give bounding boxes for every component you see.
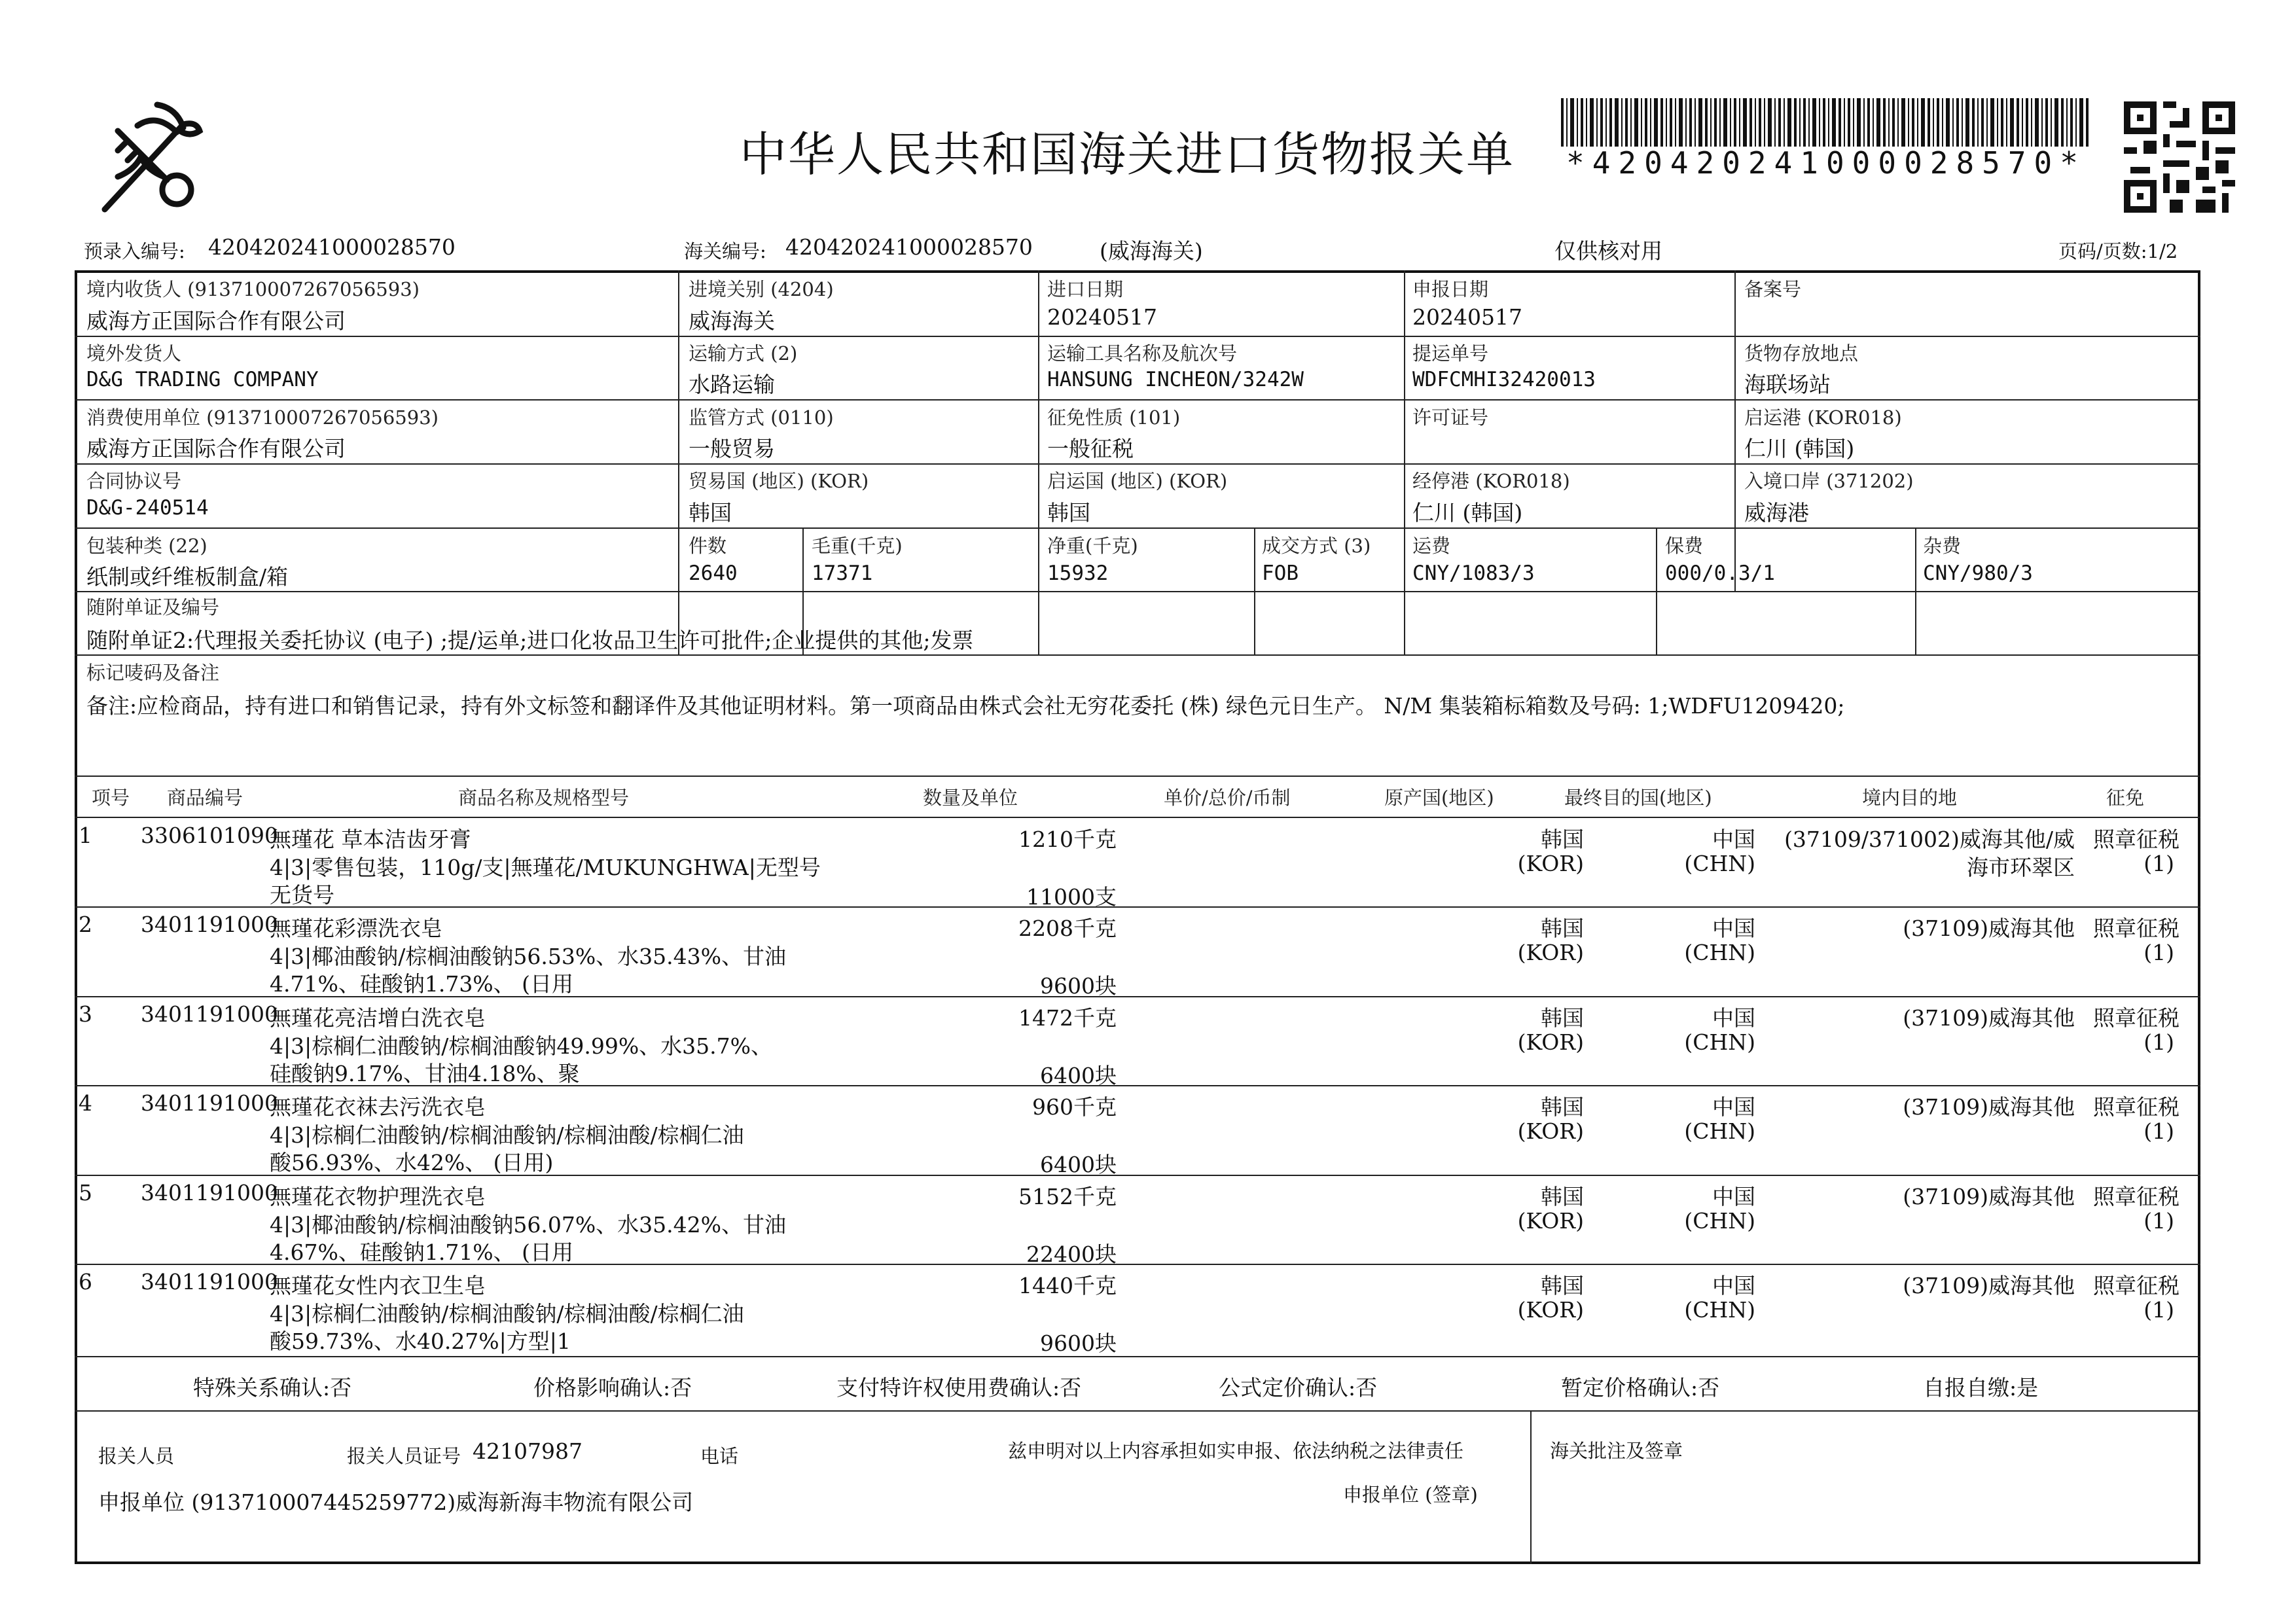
barcode-graphic (1561, 98, 2091, 147)
grid-line (75, 591, 2200, 592)
item-origin-code: (KOR) (1517, 1029, 1584, 1055)
shipper-value: D&G TRADING COMPANY (86, 368, 319, 391)
consumer-value: 威海方正国际合作有限公司 (86, 436, 346, 461)
gross-weight-label: 毛重(千克) (812, 535, 903, 557)
consignee-value: 威海方正国际合作有限公司 (86, 308, 346, 334)
grid-line (1038, 527, 1039, 654)
item-spec: 4|3|棕榈仁油酸钠/棕榈油酸钠49.99%、水35.7%、 (270, 1033, 773, 1059)
transport-mode-value: 水路运输 (689, 372, 775, 397)
item-domestic: (37109)威海其他 (1903, 916, 2075, 941)
grid-line (75, 1356, 2200, 1357)
consumer-label: 消费使用单位 (913710007267056593) (86, 406, 439, 429)
freight-value: CNY/1083/3 (1412, 562, 1535, 585)
trade-terms-value: FOB (1262, 562, 1299, 585)
item-dest: 中国 (1712, 916, 1755, 941)
item-levy-code: (1) (2144, 851, 2174, 876)
freight-label: 运费 (1412, 535, 1451, 557)
item-spec-2: 硅酸钠9.17%、甘油4.18%、聚 (270, 1061, 580, 1086)
storage-place-label: 货物存放地点 (1744, 342, 1859, 365)
legal-statement: 兹申明对以上内容承担如实申报、依法纳税之法律责任 (1008, 1440, 1464, 1462)
item-name: 無瑾花彩漂洗衣皂 (270, 916, 442, 941)
item-dest-code: (CHN) (1684, 1029, 1755, 1055)
contract-value: D&G-240514 (86, 496, 209, 520)
item-levy-code: (1) (2144, 940, 2174, 965)
marks-label: 标记唛码及备注 (86, 662, 220, 684)
bill-no-value: WDFCMHI32420013 (1412, 368, 1596, 391)
item-dest-code: (CHN) (1684, 1297, 1755, 1323)
declarant-label: 报关人员 (98, 1445, 175, 1467)
item-qty: 1472千克 (1018, 1005, 1117, 1031)
item-dest-code: (CHN) (1684, 1118, 1755, 1144)
item-origin: 韩国 (1541, 916, 1584, 941)
license-label: 许可证号 (1412, 406, 1489, 429)
grid-line (1530, 1410, 1532, 1564)
item-domestic: (37109)威海其他 (1903, 1184, 2075, 1209)
item-levy-code: (1) (2144, 1208, 2174, 1234)
grid-line (75, 1410, 2200, 1412)
item-levy: 照章征税 (2093, 1184, 2179, 1209)
trade-country-value: 韩国 (689, 500, 732, 526)
transit-port-value: 仁川 (韩国) (1412, 500, 1523, 526)
col-price: 单价/总价/币制 (1164, 787, 1291, 809)
departure-port-value: 仁川 (韩国) (1744, 436, 1855, 461)
item-no: 3 (79, 1001, 92, 1027)
item-qty-2: 9600块 (1040, 1330, 1117, 1356)
item-no: 1 (79, 823, 92, 848)
item-levy: 照章征税 (2093, 1273, 2179, 1298)
customs-office: (威海海关) (1100, 238, 1203, 264)
item-no: 4 (79, 1090, 92, 1116)
grid-line (1404, 527, 1405, 654)
item-domestic: (37109)威海其他 (1903, 1273, 2075, 1298)
declare-unit-seal: 申报单位 (签章) (1343, 1484, 1478, 1506)
verify-note: 仅供核对用 (1554, 238, 1662, 264)
levy-nature-value: 一般征税 (1047, 436, 1134, 461)
item-spec: 4|3|零售包装，110g/支|無瑾花/MUKUNGHWA|无型号 (270, 855, 821, 880)
levy-nature-label: 征免性质 (101) (1047, 406, 1181, 429)
item-levy: 照章征税 (2093, 916, 2179, 941)
net-weight-label: 净重(千克) (1047, 535, 1138, 557)
grid-line (1734, 270, 1736, 591)
item-code: 3401191000 (141, 1269, 278, 1294)
bill-no-label: 提运单号 (1412, 342, 1489, 365)
item-dest: 中国 (1712, 827, 1755, 852)
net-weight-value: 15932 (1047, 562, 1109, 585)
royalty-confirm: 支付特许权使用费确认:否 (836, 1375, 1082, 1400)
item-name: 無瑾花衣袜去污洗衣皂 (270, 1094, 486, 1120)
item-origin: 韩国 (1541, 1005, 1584, 1031)
item-name: 無瑾花衣物护理洗衣皂 (270, 1184, 486, 1209)
marks-value: 备注:应检商品，持有进口和销售记录，持有外文标签和翻译件及其他证明材料。第一项商品由株式会社无穷花委托 (株) 绿色元日生产。 N/M 集装箱标箱数及号码: 1;WDFU1209420; (86, 693, 1845, 719)
declare-unit: 申报单位 (913710007445259772)威海新海丰物流有限公司 (98, 1489, 694, 1515)
item-dest-code: (CHN) (1684, 851, 1755, 876)
consignee-label: 境内收货人 (913710007267056593) (86, 278, 420, 300)
col-hs-code: 商品编号 (167, 787, 243, 809)
grid-line (75, 399, 2200, 401)
item-dest: 中国 (1712, 1184, 1755, 1209)
item-spec-2: 酸59.73%、水40.27%|方型|1 (270, 1329, 571, 1354)
declare-date-label: 申报日期 (1412, 278, 1489, 300)
item-origin-code: (KOR) (1517, 1118, 1584, 1144)
entry-customs-label: 进境关别 (4204) (689, 278, 834, 300)
grid-line (75, 527, 2200, 529)
page-indicator: 页码/页数:1/2 (2058, 240, 2178, 262)
grid-line (75, 336, 2200, 337)
price-impact-confirm: 价格影响确认:否 (533, 1375, 692, 1400)
trade-terms-label: 成交方式 (3) (1262, 535, 1371, 557)
provisional-price-confirm: 暂定价格确认:否 (1561, 1375, 1720, 1400)
pre-entry-number: 420420241000028570 (208, 234, 456, 260)
item-spec-2: 4.67%、硅酸钠1.71%、 (日用 (270, 1240, 574, 1265)
import-date-value: 20240517 (1047, 304, 1157, 330)
attached-docs-label: 随附单证及编号 (86, 596, 220, 618)
customs-no-label: 海关编号: (684, 240, 766, 262)
col-origin: 原产国(地区) (1384, 787, 1494, 809)
departure-port-label: 启运港 (KOR018) (1744, 406, 1902, 429)
item-origin: 韩国 (1541, 1094, 1584, 1120)
item-qty-2: 11000支 (1026, 884, 1117, 910)
declarant-cert-label: 报关人员证号 (347, 1445, 461, 1467)
item-origin-code: (KOR) (1517, 1208, 1584, 1234)
item-name: 無瑾花 草本洁齿牙膏 (270, 827, 471, 852)
item-domestic: (37109)威海其他 (1903, 1094, 2075, 1120)
grid-line (75, 654, 2200, 656)
item-origin: 韩国 (1541, 827, 1584, 852)
attached-docs-value: 随附单证2:代理报关委托协议 (电子) ;提/运单;进口化妆品卫生许可批件;企业提供的其他;发票 (86, 628, 974, 653)
item-dest: 中国 (1712, 1273, 1755, 1298)
customs-note-label: 海关批注及签章 (1550, 1440, 1683, 1462)
barcode-number: *420420241000028570* (1566, 145, 2086, 181)
pieces-value: 2640 (689, 562, 738, 585)
vessel-value: HANSUNG INCHEON/3242W (1047, 368, 1304, 391)
item-no: 5 (79, 1180, 92, 1205)
item-domestic: (37109/371002)威海其他/威 (1784, 827, 2075, 852)
item-qty: 5152千克 (1018, 1184, 1117, 1209)
item-qty: 2208千克 (1018, 916, 1117, 941)
entry-customs-value: 威海海关 (689, 308, 775, 334)
supervision-label: 监管方式 (0110) (689, 406, 834, 429)
item-levy-code: (1) (2144, 1118, 2174, 1144)
item-dest-code: (CHN) (1684, 1208, 1755, 1234)
item-spec: 4|3|椰油酸钠/棕榈油酸钠56.53%、水35.43%、甘油 (270, 944, 787, 969)
qr-code (2124, 101, 2235, 213)
grid-line (75, 463, 2200, 465)
item-qty: 1440千克 (1018, 1273, 1117, 1298)
item-dest: 中国 (1712, 1094, 1755, 1120)
package-type-label: 包装种类 (22) (86, 535, 207, 557)
item-dest: 中国 (1712, 1005, 1755, 1031)
item-spec: 4|3|棕榈仁油酸钠/棕榈油酸钠/棕榈油酸/棕榈仁油 (270, 1301, 744, 1327)
entry-port-label: 入境口岸 (371202) (1744, 470, 1914, 492)
item-levy: 照章征税 (2093, 1005, 2179, 1031)
phone-label: 电话 (700, 1445, 739, 1467)
item-name: 無瑾花亮洁增白洗衣皂 (270, 1005, 486, 1031)
entry-port-value: 威海港 (1744, 500, 1809, 526)
item-origin-code: (KOR) (1517, 1297, 1584, 1323)
item-levy-code: (1) (2144, 1029, 2174, 1055)
trade-country-label: 贸易国 (地区) (KOR) (689, 470, 869, 492)
misc-fee-value: CNY/980/3 (1923, 562, 2033, 585)
gross-weight-value: 17371 (812, 562, 873, 585)
item-code: 3401191000 (141, 1180, 278, 1205)
item-levy: 照章征税 (2093, 827, 2179, 852)
item-origin-code: (KOR) (1517, 851, 1584, 876)
item-code: 3401191000 (141, 1090, 278, 1116)
import-date-label: 进口日期 (1047, 278, 1124, 300)
departure-country-value: 韩国 (1047, 500, 1090, 526)
item-origin: 韩国 (1541, 1184, 1584, 1209)
supervision-value: 一般贸易 (689, 436, 775, 461)
declare-date-value: 20240517 (1412, 304, 1522, 330)
item-no: 6 (79, 1269, 92, 1294)
item-qty: 960千克 (1032, 1094, 1117, 1120)
item-qty: 1210千克 (1018, 827, 1117, 852)
item-levy: 照章征税 (2093, 1094, 2179, 1120)
declarant-cert-value: 42107987 (473, 1438, 583, 1464)
insurance-value: 000/0.3/1 (1665, 562, 1775, 585)
item-name: 無瑾花女性内衣卫生皂 (270, 1273, 486, 1298)
col-qty-unit: 数量及单位 (923, 787, 1018, 809)
item-domestic-2: 海市环翠区 (1967, 855, 2075, 880)
pre-entry-label: 预录入编号: (84, 240, 185, 262)
item-no: 2 (79, 912, 92, 937)
transit-port-label: 经停港 (KOR018) (1412, 470, 1570, 492)
item-spec-2: 4.71%、硅酸钠1.73%、 (日用 (270, 971, 574, 997)
item-levy-code: (1) (2144, 1297, 2174, 1323)
transport-mode-label: 运输方式 (2) (689, 342, 798, 365)
grid-line (75, 817, 2200, 818)
item-spec-2: 无货号 (270, 882, 334, 908)
col-name-spec: 商品名称及规格型号 (458, 787, 630, 809)
contract-label: 合同协议号 (86, 470, 182, 492)
self-declare-pay: 自报自缴:是 (1923, 1375, 2039, 1400)
item-qty-2: 22400块 (1026, 1241, 1117, 1267)
col-levy: 征免 (2106, 787, 2145, 809)
customs-number: 420420241000028570 (785, 234, 1033, 260)
item-domestic: (37109)威海其他 (1903, 1005, 2075, 1031)
item-spec-2: 酸56.93%、水42%、 (日用) (270, 1150, 554, 1175)
shipper-label: 境外发货人 (86, 342, 182, 365)
item-separator (75, 906, 2200, 908)
formula-price-confirm: 公式定价确认:否 (1219, 1375, 1378, 1400)
misc-fee-label: 杂费 (1923, 535, 1962, 557)
customs-emblem (79, 98, 209, 223)
item-spec: 4|3|棕榈仁油酸钠/棕榈油酸钠/棕榈油酸/棕榈仁油 (270, 1122, 744, 1148)
col-destination: 最终目的国(地区) (1564, 787, 1712, 809)
grid-line (75, 776, 2200, 777)
item-code: 3401191000 (141, 912, 278, 937)
item-dest-code: (CHN) (1684, 940, 1755, 965)
item-qty-2: 6400块 (1040, 1063, 1117, 1088)
item-code: 3306101090 (141, 823, 278, 848)
record-no-label: 备案号 (1744, 278, 1802, 300)
col-domestic-dest: 境内目的地 (1862, 787, 1958, 809)
grid-line (1915, 527, 1916, 654)
insurance-label: 保费 (1665, 535, 1704, 557)
document-title: 中华人民共和国海关进口货物报关单 (740, 127, 1515, 182)
vessel-label: 运输工具名称及航次号 (1047, 342, 1238, 365)
departure-country-label: 启运国 (地区) (KOR) (1047, 470, 1228, 492)
item-qty-2: 9600块 (1040, 973, 1117, 999)
item-qty-2: 6400块 (1040, 1152, 1117, 1177)
col-item-no: 项号 (92, 787, 130, 809)
item-origin-code: (KOR) (1517, 940, 1584, 965)
special-relation-confirm: 特殊关系确认:否 (193, 1375, 352, 1400)
grid-line (1254, 527, 1255, 654)
pieces-label: 件数 (689, 535, 727, 557)
item-origin: 韩国 (1541, 1273, 1584, 1298)
storage-place-value: 海联场站 (1744, 372, 1831, 397)
item-spec: 4|3|椰油酸钠/棕榈油酸钠56.07%、水35.42%、甘油 (270, 1212, 787, 1238)
item-code: 3401191000 (141, 1001, 278, 1027)
grid-line (1656, 527, 1657, 654)
package-type-value: 纸制或纤维板制盒/箱 (86, 564, 289, 590)
